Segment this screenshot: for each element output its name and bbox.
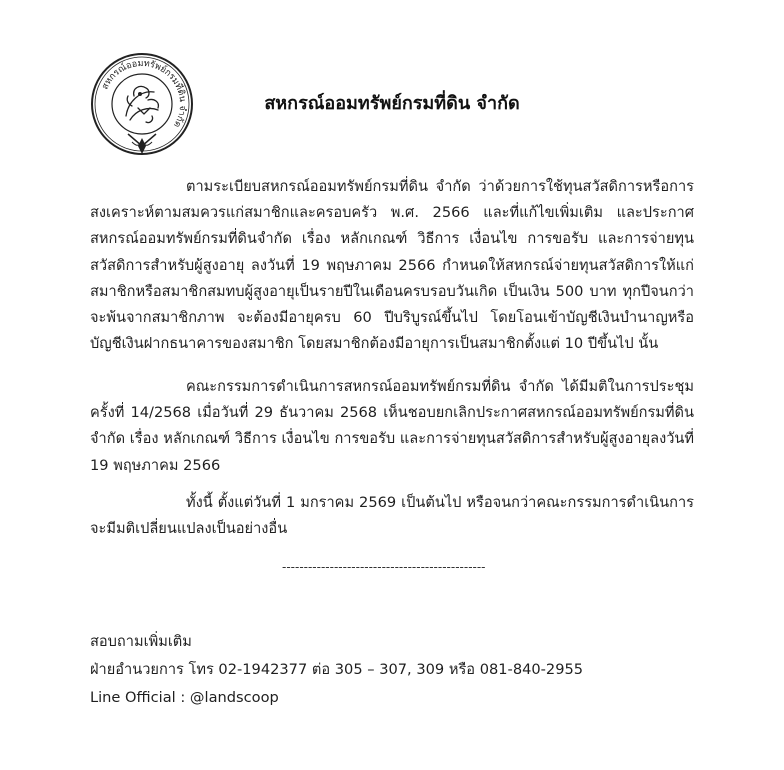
contact-section [90,628,690,712]
line-official-text: Line Official : @landscoop [90,689,279,706]
contact-phone-line: ฝ่ายอำนวยการ โทร 02-1942377 ต่อ 305 – 307, 309 หรือ 081-840-2955 [90,661,584,678]
announcement-paragraph-2: คณะกรรมการดำเนินการสหกรณ์ออมทรัพย์กรมที่ดิน จำกัด ได้มีมติในการประชุมครั้งที่ 14/2568 เมื่อวันที่ 29 ธันวาคม 2568 เห็นชอบยกเลิกประกาศสหกรณ์ออมทรัพย์กรมที่ดินจำกัด เรื่อง หลักเกณฑ์ วิธีการ เงื่อนไข การขอรับ และการจ่ายทุนสวัสดิการสำหรับผู้สูงอายุลงวันที่ 19 พฤษภาคม 2566 [90,378,694,474]
contact-heading: สอบถามเพิ่มเติม [90,633,192,650]
organization-title: สหกรณ์ออมทรัพย์กรมที่ดิน จำกัด [264,93,520,114]
cooperative-seal-icon [88,50,196,158]
seal-text: สหกรณ์ออมทรัพย์กรมที่ดิน จำกัด [100,58,188,129]
announcement-paragraph-3: ทั้งนี้ ตั้งแต่วันที่ 1 มกราคม 2569 เป็นต้นไป หรือจนกว่าคณะกรรมการดำเนินการจะมีมติเปลี่ยนแปลงเป็นอย่างอื่น [90,494,694,538]
announcement-paragraph-1: ตามระเบียบสหกรณ์ออมทรัพย์กรมที่ดิน จำกัด ว่าด้วยการใช้ทุนสวัสดิการหรือการสงเคราะห์ตามสมควรแก่สมาชิกและครอบครัว พ.ศ. 2566 และที่แก้ไขเพิ่มเติม และประกาศสหกรณ์ออมทรัพย์กรมที่ดินจำกัด เรื่อง หลักเกณฑ์ วิธีการ เงื่อนไข การขอรับ และการจ่ายทุนสวัสดิการสำหรับผู้สูงอายุ ลงวันที่ 19 พฤษภาคม 2566 กำหนดให้สหกรณ์จ่ายทุนสวัสดิการให้แก่สมาชิกหรือสมาชิกสมทบผู้สูงอายุเป็นรายปีในเดือนครบรอบวันเกิด เป็นเงิน 500 บาท ทุกปีจนกว่าจะพ้นจากสมาชิกภาพ จะต้องมีอายุครบ 60 ปีบริบูรณ์ขึ้นไป โดยโอนเข้าบัญชีเงินบำนาญหรือบัญชีเงินฝากธนาคารของสมาชิก โดยสมาชิกต้องมีอายุการเป็นสมาชิกตั้งแต่ 10 ปีขึ้นไป นั้น [90,178,694,353]
section-divider: ----------------------------------------------- [282,560,486,574]
